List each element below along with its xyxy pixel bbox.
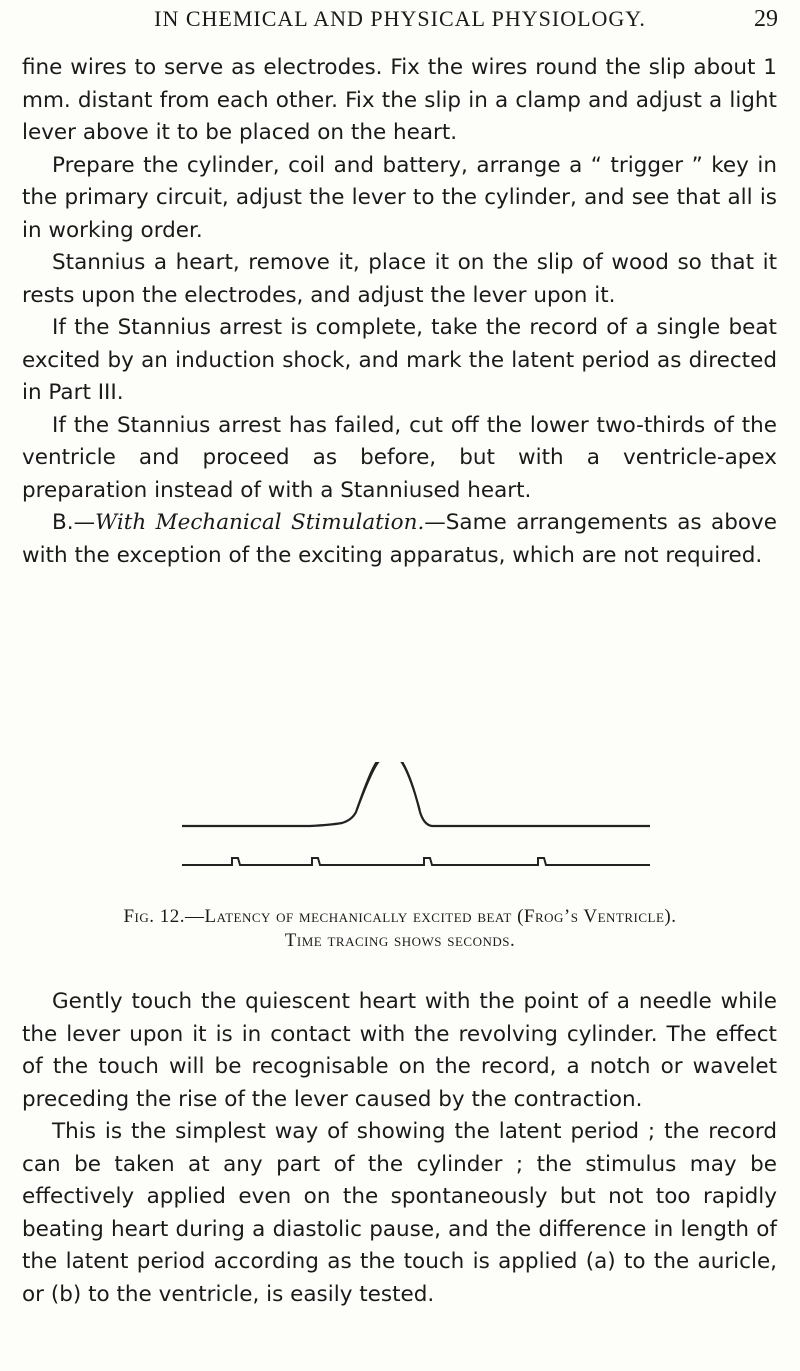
running-head: IN CHEMICAL AND PHYSICAL PHYSIOLOGY. xyxy=(154,6,646,31)
figure-caption xyxy=(0,905,800,953)
time-tracing xyxy=(182,858,650,865)
caption-text: —Latency of mechanically excited beat (Frog’s Ventricle). xyxy=(185,906,677,927)
paragraph: If the Stannius arrest is complete, take the record of a single beat excited by an induction shock, and mark the latent period as directed in Part III. xyxy=(22,315,777,405)
page-number: 29 xyxy=(754,6,778,32)
paragraph: This is the simplest way of showing the latent period ; the record can be taken at any part of the cylinder ; the stimulus may be effectively applied even on the spontaneously but not too rapidly beating heart during a diastolic pause, and the difference in length of the latent period according as the touch is applied (a) to the auricle, or (b) to the ventricle, is easily tested. xyxy=(22,1119,777,1307)
paragraph: Gently touch the quiescent heart with the point of a needle while the lever upon it is in contact with the revolving cylinder. The effect of the touch will be recognisable on the record, a notch or wavelet preceding the rise of the lever caused by the contraction. xyxy=(22,989,777,1112)
paragraph: fine wires to serve as electrodes. Fix the wires round the slip about 1 mm. distant from each other. Fix the slip in a clamp and adjust a light lever above it to be placed on the heart. xyxy=(22,55,777,145)
caption-line-2: Time tracing shows seconds. xyxy=(284,930,516,951)
section-b-text: —Same arrangements as above with the exception of the exciting apparatus, which are not required. xyxy=(22,510,777,568)
section-b-paragraph xyxy=(22,507,777,572)
lever-curve xyxy=(182,762,650,826)
section-b-prefix: B.— xyxy=(52,510,96,535)
paragraph: Stannius a heart, remove it, place it on the slip of wood so that it rests upon the electrodes, and adjust the lever upon it. xyxy=(22,250,777,308)
body-text-top xyxy=(22,52,777,572)
paragraph: Prepare the cylinder, coil and battery, arrange a “ trigger ” key in the primary circuit, adjust the lever to the cylinder, and see that all is in working order. xyxy=(22,152,777,243)
latency-tracing-svg xyxy=(0,762,800,882)
figure-label: Fig. 12. xyxy=(123,906,186,927)
section-b-title: With Mechanical Stimulation. xyxy=(95,510,425,535)
lever-curve-top xyxy=(357,762,420,810)
page-header xyxy=(0,6,800,46)
paragraph: If the Stannius arrest has failed, cut off the lower two-thirds of the ventricle and proceed as before, but with a ventricle-apex preparation instead of with a Stanniused heart. xyxy=(22,412,777,503)
figure-tracing xyxy=(0,762,800,882)
body-text-bottom xyxy=(22,986,777,1311)
caption-line-1 xyxy=(0,905,800,929)
